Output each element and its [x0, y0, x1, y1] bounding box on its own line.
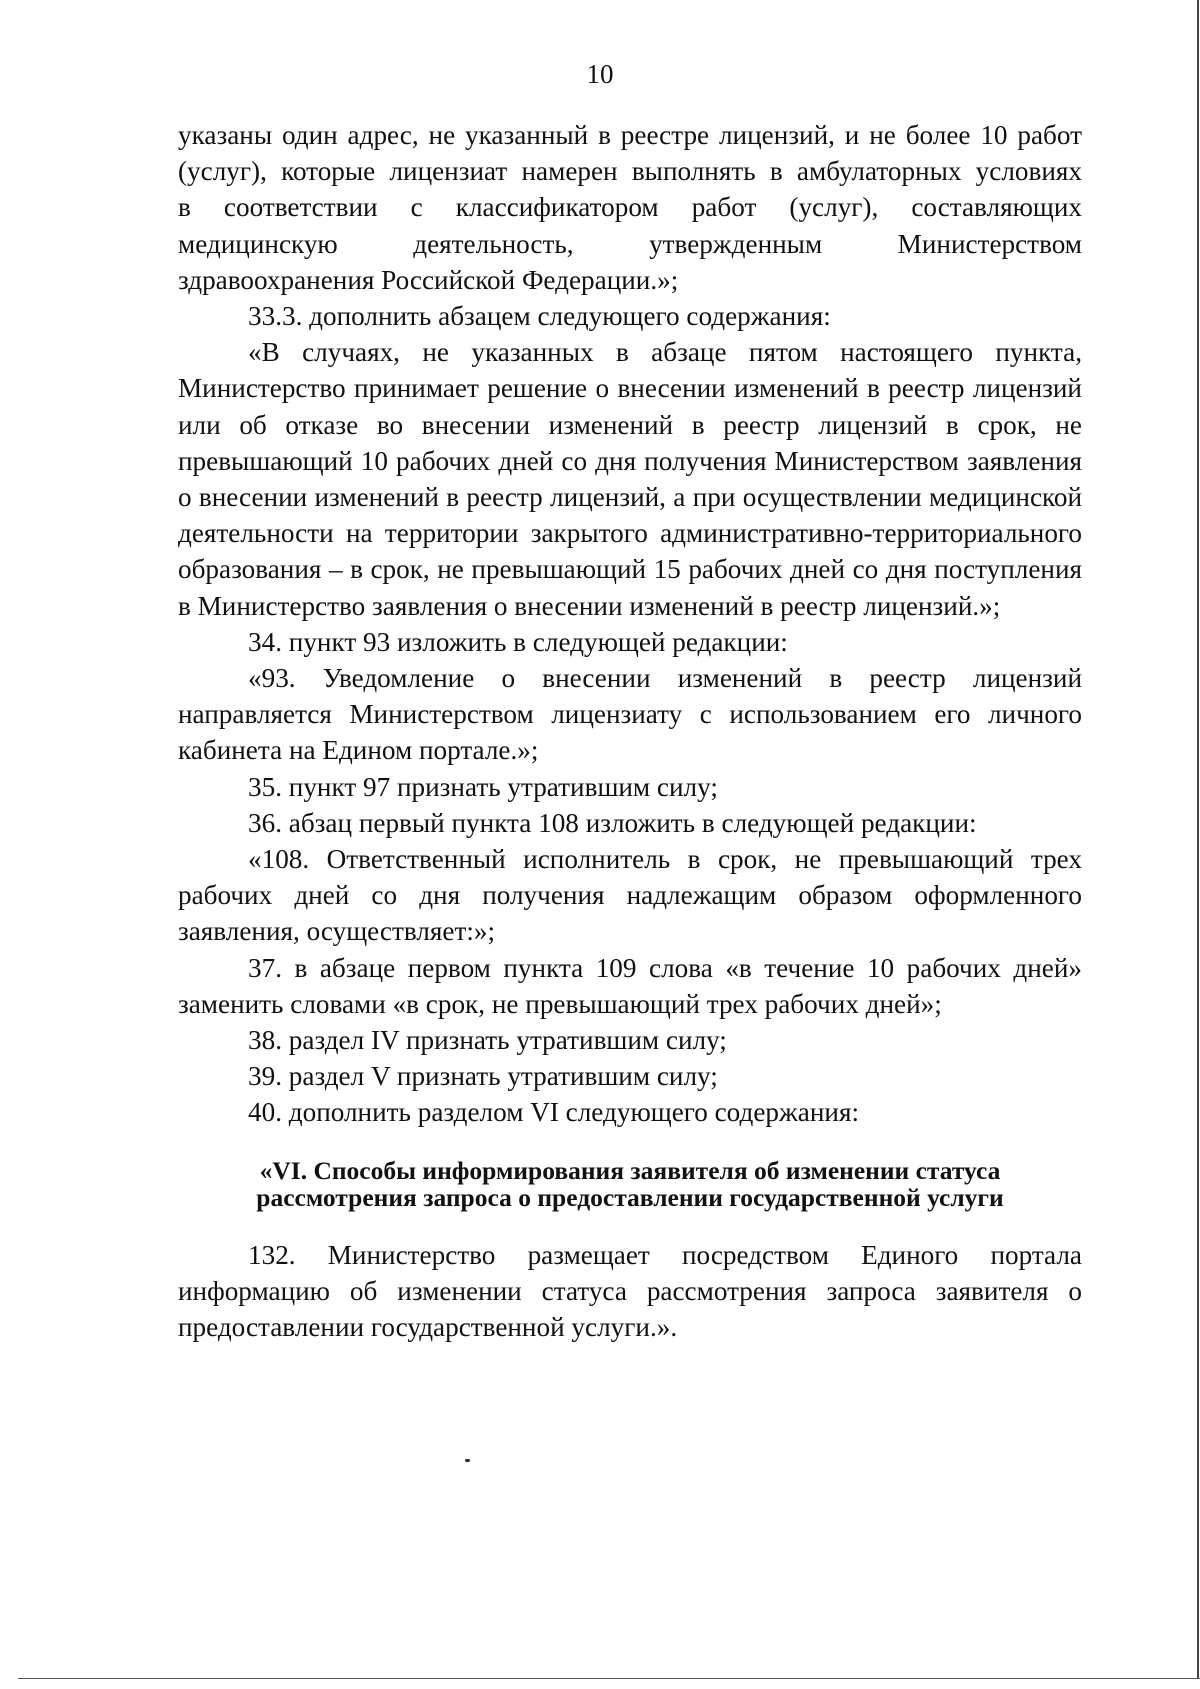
paragraph: 36. абзац первый пункта 108 изложить в следующей редакции:: [248, 807, 977, 838]
scan-speck: [465, 1459, 470, 1462]
paragraph-line: указаны один адрес, не указанный в реестре лицензий, и не более 10 работ: [178, 120, 1082, 150]
paragraph-line: (услуг), которые лицензиат намерен выполнять в амбулаторных условиях: [178, 156, 1082, 187]
paragraph: «В случаях, не указанных в абзаце пятом настоящего пункта, Министерство принимает решение о внесении изменений в реестр лицензий или об отказе во внесении изменений в реестр лицензий в срок, не превышающий 10 рабочих дней со дня получения Министерством заявления о внесении изменений в реестр лицензий, а при осуществлении медицинской деятельности на территории закрытого административно-территориального образования – в срок, не превышающий 15 рабочих дней со дня поступления в Министерство заявления о внесении изменений в реестр лицензий.»;: [178, 337, 1082, 621]
paragraph: 40. дополнить разделом VI следующего содержания:: [248, 1097, 860, 1128]
paragraph: 34. пункт 93 изложить в следующей редакции:: [248, 626, 788, 657]
page-edge-shadow-bottom: [18, 1678, 1200, 1679]
page-edge-shadow: [1197, 0, 1199, 1679]
paragraph-line: в соответствии с классификатором работ (услуг), составляющих: [178, 192, 1082, 223]
paragraph: 37. в абзаце первом пункта 109 слова «в течение 10 рабочих дней» заменить словами «в срок, не превышающий трех рабочих дней»;: [178, 952, 1082, 1019]
section-heading: [178, 1157, 1082, 1211]
page-number: 10: [586, 59, 614, 89]
paragraph: «108. Ответственный исполнитель в срок, не превышающий трех рабочих дней со дня получения надлежащим образом оформленного заявления, осуществляет:»;: [178, 844, 1082, 947]
section-heading-line: рассмотрения запроса о предоставлении государственной услуги: [256, 1182, 1004, 1212]
document-body: [178, 117, 1082, 1345]
paragraph-line: медицинскую деятельность, утвержденным Министерством: [178, 228, 1082, 259]
paragraph: 35. пункт 97 признать утратившим силу;: [248, 771, 718, 802]
paragraph: 39. раздел V признать утратившим силу;: [248, 1061, 718, 1092]
paragraph: 38. раздел IV признать утратившим силу;: [248, 1025, 727, 1056]
paragraph-line: здравоохранения Российской Федерации.»;: [178, 264, 679, 295]
paragraph: 132. Министерство размещает посредством Единого портала информацию об изменении статуса рассмотрения запроса заявителя о предоставлении государственной услуги.».: [178, 1239, 1082, 1343]
paragraph: «93. Уведомление о внесении изменений в реестр лицензий направляется Министерством лицензиату с использованием его личного кабинета на Едином портале.»;: [178, 663, 1082, 766]
section-heading-line: «VI. Способы информирования заявителя об изменении статуса: [259, 1155, 1001, 1185]
paragraph: 33.3. дополнить абзацем следующего содержания:: [248, 301, 831, 332]
